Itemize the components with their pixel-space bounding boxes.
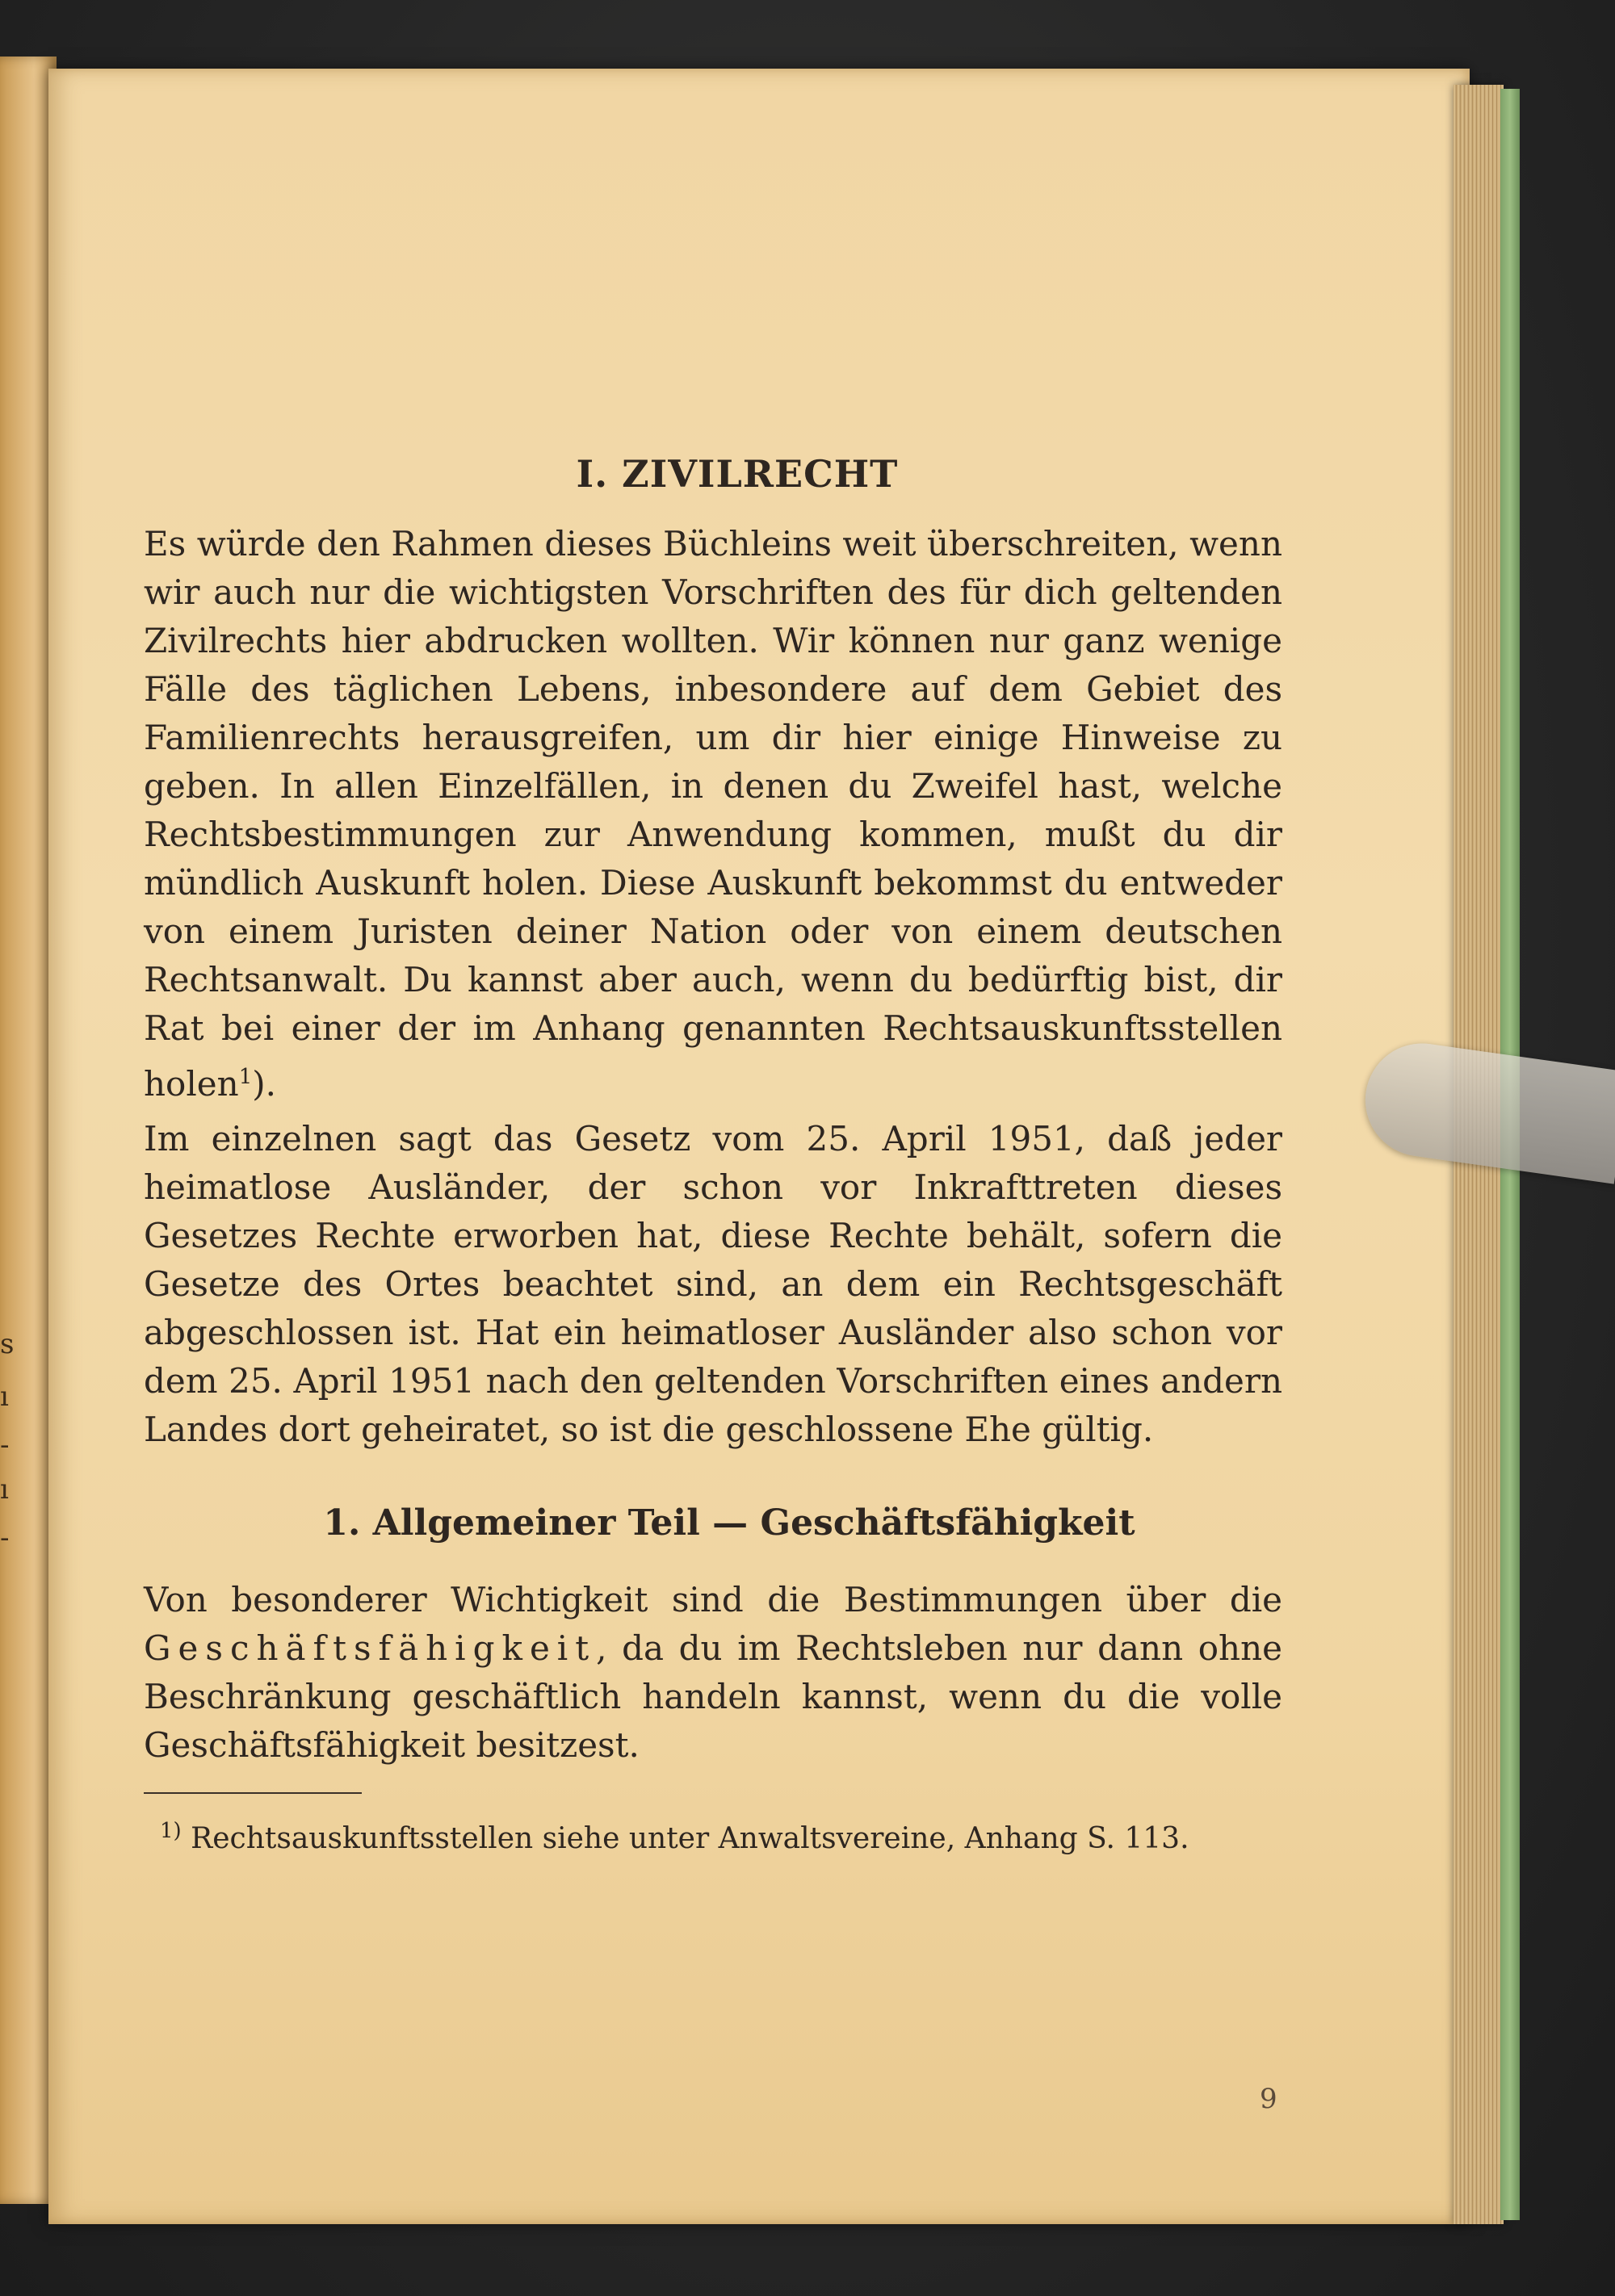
footnote-text: Rechtsauskunftsstellen siehe unter Anwaltsvereine, Anhang S. 113. (191, 1822, 1189, 1855)
paragraph: Im einzelnen sagt das Gesetz vom 25. April 1951, daß jeder heimatlose Ausländer, der schon vor Inkrafttreten dieses Gesetzes Rechte erworben hat, diese Rechte behält, sofern die Gesetze des Ortes beachtet sind, an dem ein Rechtsgeschäft abgeschlossen ist. Hat ein heimatloser Ausländer also schon vor dem 25. April 1951 nach den geltenden Vorschriften eines andern Landes dort geheiratet, so ist die geschlossene Ehe gültig. (144, 1119, 1282, 1449)
page-content (144, 452, 1282, 1858)
edge-mark: s (0, 1328, 15, 1360)
section-title: 1. Allgemeiner Teil — Geschäftsfähigkeit (323, 1502, 1135, 1544)
edge-mark: ı (0, 1381, 9, 1413)
footnote (144, 1812, 1282, 1858)
edge-mark: - (0, 1522, 10, 1554)
paragraph (144, 520, 1282, 1108)
paragraph-end: ). (252, 1064, 276, 1104)
footnote-divider (144, 1792, 362, 1794)
paragraph-text: Es würde den Rahmen dieses Büchleins weit überschreiten, wenn wir auch nur die wichtigsten Vorschriften des für dich geltenden Zivilrechts hier abdrucken wollten. Wir können nur ganz wenige Fälle des täglichen Lebens, inbesondere auf dem Gebiet des Familienrechts herausgreifen, um dir hier einige Hinweise zu geben. In allen Einzelfällen, in denen du Zweifel hast, welche Rechtsbestimmungen zur Anwendung kommen, mußt du dir mündlich Auskunft holen. Diese Auskunft bekommst du entweder von einem Juristen deiner Nation oder von einem deutschen Rechtsanwalt. Du kannst aber auch, wenn du bedürftig bist, dir Rat bei einer der im Anhang genannten Rechtsauskunftsstellen holen (144, 524, 1282, 1104)
chapter-title: I. ZIVILRECHT (576, 452, 899, 496)
page-number: 9 (1260, 2083, 1277, 2115)
paragraph-text: Von besonderer Wichtigkeit sind die Bestimmungen über die (144, 1580, 1282, 1619)
edge-mark: - (0, 1429, 10, 1461)
footnote-reference: 1 (238, 1065, 253, 1089)
paragraph (144, 1576, 1282, 1770)
emphasized-term: Geschäftsfähigkeit (144, 1628, 597, 1668)
footnote-mark: 1) (160, 1819, 182, 1843)
edge-mark: ı (0, 1473, 9, 1506)
paragraph-text: , da du im Rechtsleben nur dann ohne Beschränkung geschäftlich handeln kannst, wenn du die volle Geschäftsfähigkeit besitzest. (144, 1628, 1282, 1765)
